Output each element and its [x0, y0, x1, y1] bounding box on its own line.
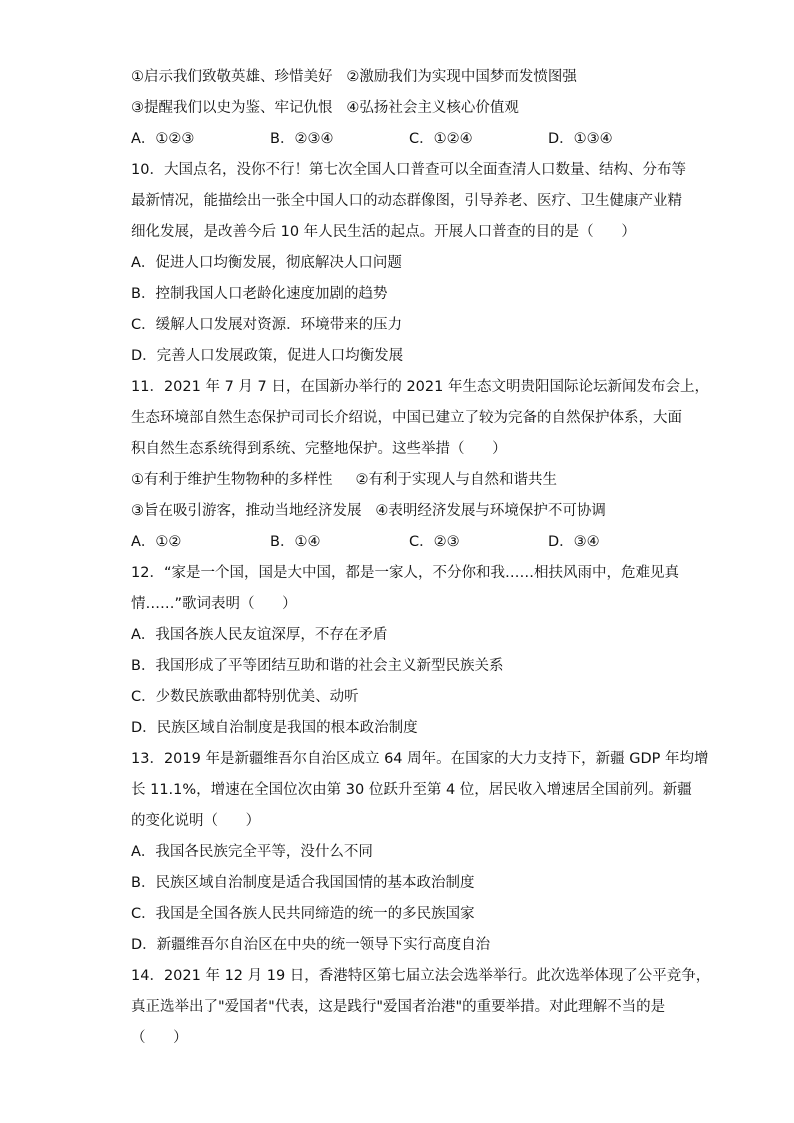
q10-stem-line-2: 最新情况，能描绘出一张全中国人口的动态群像图，引导养老、医疗、卫生健康产业精: [131, 193, 682, 209]
q13-option-a: A．我国各民族完全平等，没什么不同: [131, 844, 373, 860]
q9-option-d: D．①③④: [548, 131, 613, 147]
q9-options: [131, 129, 687, 149]
q12-stem-line-1: 12．“家是一个国，国是大中国，都是一家人，不分你和我……相扶风雨中，危难见真: [131, 565, 679, 581]
q11-option-b: B．①④: [270, 534, 321, 550]
q9-option-b: B．②③④: [270, 131, 334, 147]
q12-option-c: C．少数民族歌曲都特别优美、动听: [131, 689, 359, 705]
q10-stem-line-3: 细化发展，是改善今后 10 年人民生活的起点。开展人口普查的目的是（ ）: [131, 224, 636, 240]
q14-stem-line-3: （ ）: [131, 1030, 188, 1046]
q11-items-a: ①有利于维护生物物种的多样性 ②有利于实现人与自然和谐共生: [131, 472, 558, 488]
q9-option-c: C．①②④: [409, 131, 473, 147]
q12-option-d: D．民族区域自治制度是我国的根本政治制度: [131, 720, 418, 736]
q13-option-b: B．民族区域自治制度是适合我国国情的基本政治制度: [131, 875, 475, 891]
q9-option-a: A．①②③: [131, 131, 195, 147]
q13-stem-line-1: 13．2019 年是新疆维吾尔自治区成立 64 周年。在国家的大力支持下，新疆 GDP 年均增: [131, 751, 709, 767]
q13-option-d: D．新疆维吾尔自治区在中央的统一领导下实行高度自治: [131, 937, 491, 953]
q11-options: [131, 532, 687, 552]
q10-option-b: B．控制我国人口老龄化速度加剧的趋势: [131, 286, 388, 302]
q11-stem-line-3: 积自然生态系统得到系统、完整地保护。这些举措（ ）: [131, 441, 507, 457]
q11-items-b: ③旨在吸引游客，推动当地经济发展 ④表明经济发展与环境保护不可协调: [131, 503, 606, 519]
q10-stem-line-1: 10．大国点名，没你不行！第七次全国人口普查可以全面查清人口数量、结构、分布等: [131, 162, 686, 178]
q9-items-a: ①启示我们致敬英雄、珍惜美好 ②激励我们为实现中国梦而发愤图强: [131, 69, 577, 85]
q11-option-d: D．③④: [548, 534, 600, 550]
q13-stem-line-2: 长 11.1%，增速在全国位次由第 30 位跃升至第 4 位，居民收入增速居全国前列。新疆: [131, 782, 692, 798]
q9-items-b: ③提醒我们以史为鉴、牢记仇恨 ④弘扬社会主义核心价值观: [131, 100, 519, 116]
q14-stem-line-1: 14．2021 年 12 月 19 日，香港特区第七届立法会选举举行。此次选举体现了公平竞争，: [131, 968, 711, 984]
q10-option-d: D．完善人口发展政策，促进人口均衡发展: [131, 348, 404, 364]
q12-option-b: B．我国形成了平等团结互助和谐的社会主义新型民族关系: [131, 658, 504, 674]
q11-stem-line-2: 生态环境部自然生态保护司司长介绍说，中国已建立了较为完备的自然保护体系，大面: [131, 410, 682, 426]
q14-stem-line-2: 真正选举出了"爱国者"代表，这是践行"爱国者治港"的重要举措。对此理解不当的是: [131, 999, 666, 1015]
q13-option-c: C．我国是全国各族人民共同缔造的统一的多民族国家: [131, 906, 475, 922]
q10-option-a: A．促进人口均衡发展，彻底解决人口问题: [131, 255, 402, 271]
q10-option-c: C．缓解人口发展对资源．环境带来的压力: [131, 317, 403, 333]
q12-option-a: A．我国各族人民友谊深厚，不存在矛盾: [131, 627, 388, 643]
q11-option-a: A．①②: [131, 534, 182, 550]
q11-stem-line-1: 11．2021 年 7 月 7 日，在国新办举行的 2021 年生态文明贵阳国际论坛新闻发布会上，: [131, 379, 709, 395]
q13-stem-line-3: 的变化说明（ ）: [131, 813, 261, 829]
q11-option-c: C．②③: [409, 534, 460, 550]
q12-stem-line-2: 情……”歌词表明（ ）: [131, 596, 297, 612]
